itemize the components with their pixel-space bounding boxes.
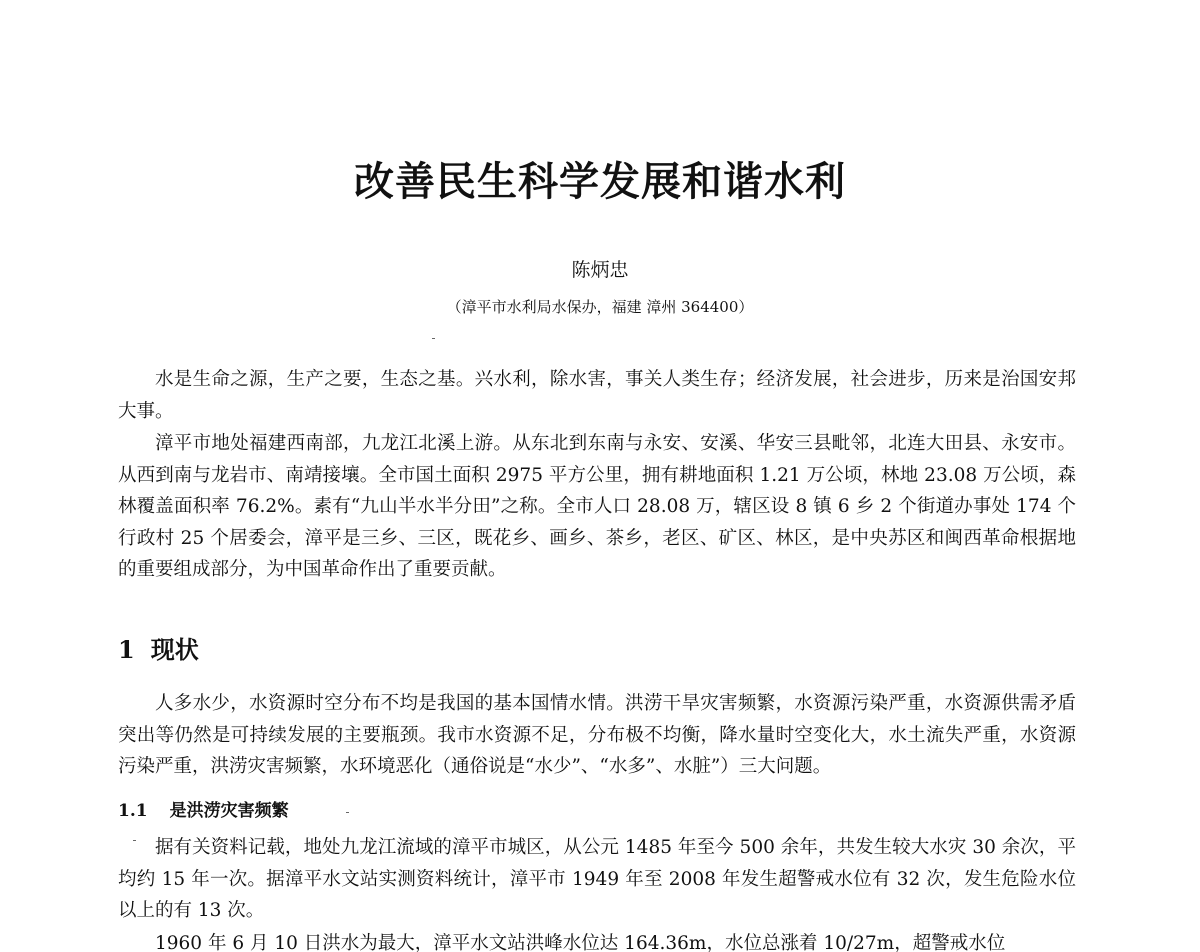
subsection-number: 1.1	[118, 801, 148, 821]
paper-title: 改善民生科学发展和谐水利	[354, 159, 846, 205]
flood-paragraph-2: 1960 年 6 月 10 日洪水为最大，漳平水文站洪峰水位达 164.36m，水位总涨着 10/27m，超警戒水位	[155, 933, 1006, 952]
intro-paragraph-1: 水是生命之源，生产之要，生态之基。兴水利，除水害，事关人类生存；经济发展，社会进步，历来是治国安邦大事。	[118, 369, 1076, 422]
scan-speck	[346, 812, 349, 813]
section-heading-status	[118, 630, 199, 670]
subsection-heading-flood	[118, 796, 289, 826]
flood-paragraph-1: 据有关资料记载，地处九龙江流域的漳平市城区，从公元 1485 年至今 500 余年，共发生较大水灾 30 余次，平均约 15 年一次。据漳平水文站实测资料统计，漳平市 1949 年至 2008 年发生超警戒水位有 32 次，发生危险水位以上的有 13 次。	[118, 837, 1076, 921]
author-name: 陈炳忠	[571, 259, 629, 281]
author-affiliation: （漳平市水利局水保办，福建 漳州 364400）	[446, 298, 754, 316]
intro-paragraph-2: 漳平市地处福建西南部，九龙江北溪上游。从东北到东南与永安、安溪、华安三县毗邻，北连大田县、永安市。从西到南与龙岩市、南靖接壤。全市国土面积 2975 平方公里，拥有耕地面积 1.21 万公顷，林地 23.08 万公顷，森林覆盖面积率 76.2%。素有“九山半水半分田”之称。全市人口 28.08 万，辖区设 8 镇 6 乡 2 个街道办事处 174 个行政村 25 个居委会，漳平是三乡、三区，既花乡、画乡、茶乡，老区、矿区、林区，是中央苏区和闽西革命根据地的重要组成部分，为中国革命作出了重要贡献。	[118, 433, 1076, 580]
section-number: 1	[118, 635, 135, 664]
status-paragraph-1: 人多水少，水资源时空分布不均是我国的基本国情水情。洪涝干旱灾害频繁，水资源污染严重，水资源供需矛盾突出等仍然是可持续发展的主要瓶颈。我市水资源不足，分布极不均衡，降水量时空变化大，水土流失严重，水资源污染严重，洪涝灾害频繁，水环境恶化（通俗说是“水少”、“水多”、水脏”）三大问题。	[118, 693, 1076, 777]
scan-speck	[432, 338, 435, 339]
scan-speck	[133, 840, 136, 841]
subsection-title: 是洪涝灾害频繁	[169, 801, 289, 821]
section-title: 现状	[150, 636, 199, 664]
